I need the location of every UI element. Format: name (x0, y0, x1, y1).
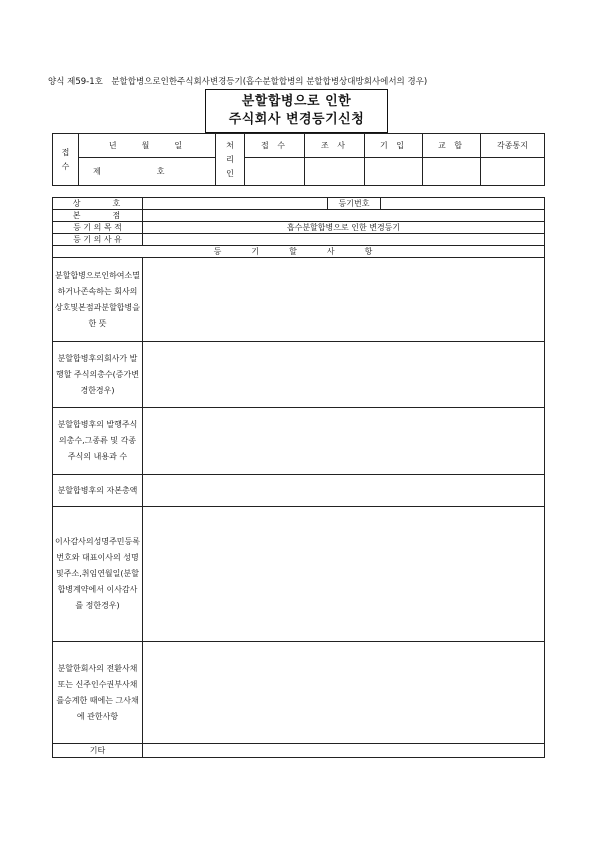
matter-field-5[interactable] (143, 507, 545, 642)
matter-field-2[interactable] (143, 342, 545, 408)
receipt-number-field[interactable]: 제 호 (79, 158, 216, 186)
etc-label: 기타 (53, 744, 143, 758)
registration-number-field[interactable] (381, 198, 545, 210)
stamp-entry[interactable] (365, 158, 423, 186)
col-check: 교 합 (423, 134, 481, 158)
matter-field-1[interactable] (143, 258, 545, 342)
col-review: 조 사 (305, 134, 365, 158)
col-receipt: 접 수 (245, 134, 305, 158)
form-title-line1: 분할합병으로 인한 (241, 94, 352, 109)
receipt-date-field[interactable]: 년 월 일 (79, 134, 216, 158)
purpose-label: 등 기 의 목 적 (53, 222, 143, 234)
matter-field-3[interactable] (143, 408, 545, 475)
matter-label-2: 분할합병후의회사가 발행할 주식의총수(증가변경한경우) (53, 342, 143, 408)
stamp-review[interactable] (305, 158, 365, 186)
registration-number-label: 등기번호 (328, 198, 381, 210)
stamp-receipt[interactable] (245, 158, 305, 186)
trade-name-label: 상 호 (53, 198, 143, 210)
processor-label: 처 리 인 (216, 134, 245, 186)
matter-label-6: 분할한회사의 전환사채 또는 신주인수권부사채를승계한 때에는 그사채에 관한사항 (53, 642, 143, 744)
col-notices: 각종통지 (481, 134, 545, 158)
receipt-table (52, 133, 545, 186)
reason-field[interactable] (143, 234, 545, 246)
matters-header: 등 기 할 사 항 (53, 246, 545, 258)
reason-label: 등 기 의 사 유 (53, 234, 143, 246)
matter-label-3: 분할합병후의 발행주식의총수,그종류 및 각종 주식의 내용과 수 (53, 408, 143, 475)
head-office-label: 본 점 (53, 210, 143, 222)
stamp-notices[interactable] (481, 158, 545, 186)
matter-label-5: 이사감사의성명주민등록번호와 대표이사의 성명및주소,취임연월일(분할합병계약에서 이사감사를 정한경우) (53, 507, 143, 642)
form-title-line2: 주식회사 변경등기신청 (228, 112, 365, 127)
etc-field[interactable] (143, 744, 545, 758)
form-number-label: 양식 제59-1호 분할합병으로인한주식회사변경등기(흡수분할합병의 분할합병상대방회사에서의 경우) (48, 77, 428, 87)
matter-label-4: 분할합병후의 자본총액 (53, 475, 143, 507)
receipt-label: 접 수 (53, 134, 79, 186)
head-office-field[interactable] (143, 210, 545, 222)
matter-field-4[interactable] (143, 475, 545, 507)
matter-label-1: 분할합병으로인하여소멸하거나존속하는 회사의 상호및본점과분할합병을 한 뜻 (53, 258, 143, 342)
matter-field-6[interactable] (143, 642, 545, 744)
application-table (52, 197, 545, 758)
form-title (205, 89, 388, 133)
col-entry: 기 입 (365, 134, 423, 158)
purpose-value: 흡수분할합병으로 인한 변경등기 (143, 222, 545, 234)
trade-name-field[interactable] (143, 198, 328, 210)
stamp-check[interactable] (423, 158, 481, 186)
